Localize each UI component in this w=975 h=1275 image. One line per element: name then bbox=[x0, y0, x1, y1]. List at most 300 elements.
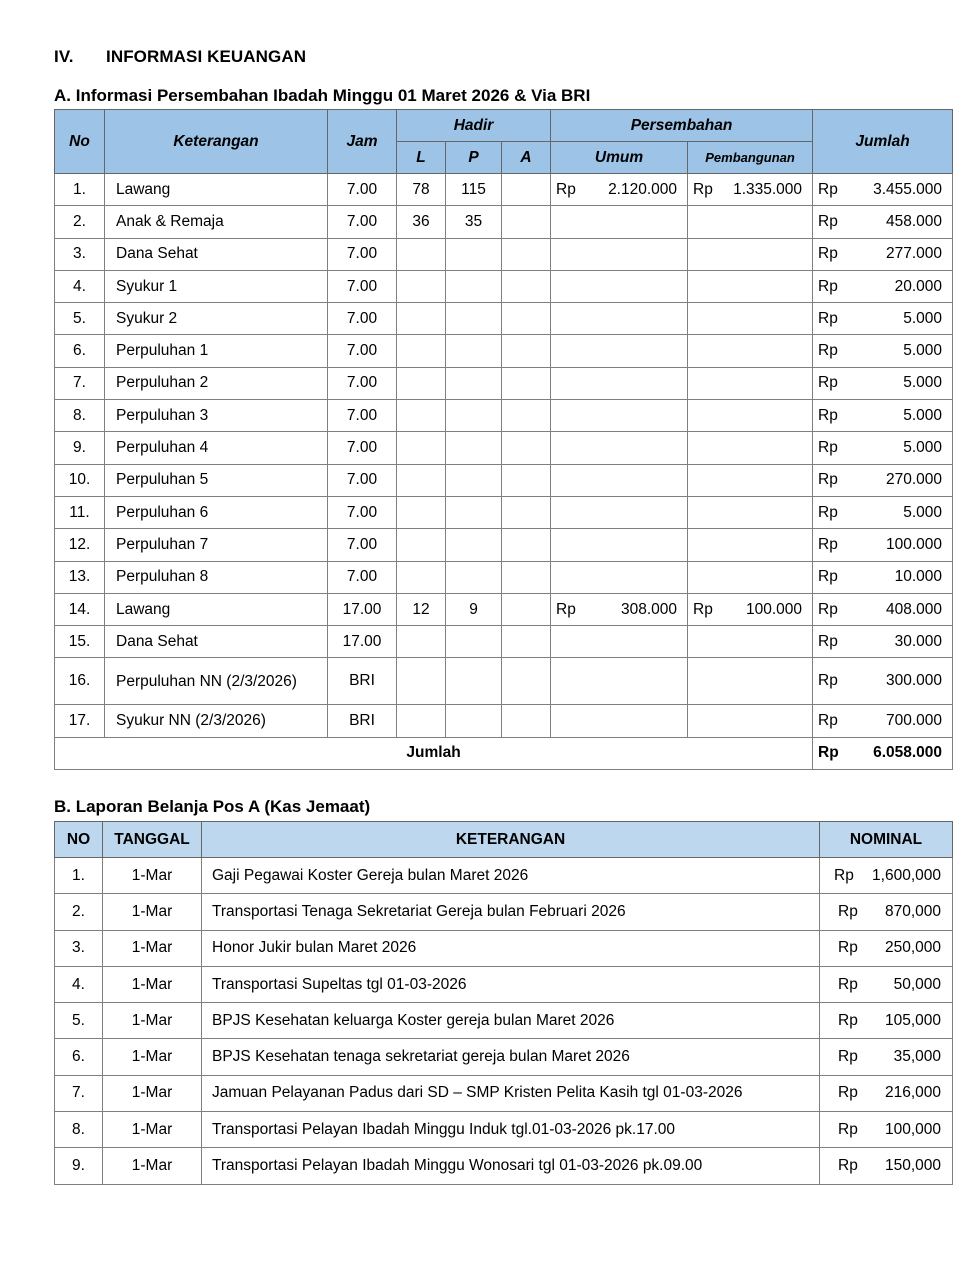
cell-umum bbox=[551, 335, 688, 367]
cell-a bbox=[502, 464, 551, 496]
cell-keterangan: Perpuluhan NN (2/3/2026) bbox=[105, 658, 328, 705]
cell-nominal bbox=[820, 1003, 953, 1039]
cell-keterangan: Perpuluhan 3 bbox=[105, 400, 328, 432]
amount: 5.000 bbox=[903, 439, 943, 457]
cell-tanggal: 1-Mar bbox=[103, 1148, 202, 1184]
cell-jumlah bbox=[813, 206, 953, 238]
cell-umum bbox=[551, 174, 688, 206]
currency-label: Rp bbox=[818, 535, 838, 553]
cell-jumlah bbox=[813, 593, 953, 625]
table-row bbox=[55, 529, 953, 561]
cell-nominal bbox=[820, 894, 953, 930]
cell-tanggal: 1-Mar bbox=[103, 858, 202, 894]
table-row bbox=[55, 303, 953, 335]
currency-label: Rp bbox=[838, 1084, 858, 1102]
table-row bbox=[55, 432, 953, 464]
cell-no: 13. bbox=[55, 561, 105, 593]
cell-p: 35 bbox=[446, 206, 502, 238]
cell-umum bbox=[551, 705, 688, 737]
table-row bbox=[55, 1003, 953, 1039]
header-a: A bbox=[502, 142, 551, 174]
cell-umum bbox=[551, 464, 688, 496]
cell-a bbox=[502, 400, 551, 432]
currency-label: Rp bbox=[693, 600, 713, 618]
cell-nominal bbox=[820, 1075, 953, 1111]
cell-l bbox=[397, 626, 446, 658]
currency-label: Rp bbox=[818, 672, 838, 690]
table-row bbox=[55, 705, 953, 737]
cell-p bbox=[446, 561, 502, 593]
cell-keterangan: Perpuluhan 1 bbox=[105, 335, 328, 367]
table-row bbox=[55, 626, 953, 658]
table-row bbox=[55, 367, 953, 399]
table-row bbox=[55, 858, 953, 894]
cell-jumlah bbox=[813, 496, 953, 528]
cell-pembangunan bbox=[688, 238, 813, 270]
cell-no: 3. bbox=[55, 238, 105, 270]
cell-jam: 7.00 bbox=[328, 174, 397, 206]
cell-jumlah bbox=[813, 561, 953, 593]
cell-no: 1. bbox=[55, 858, 103, 894]
cell-keterangan: Transportasi Supeltas tgl 01-03-2026 bbox=[202, 966, 820, 1002]
header-p: P bbox=[446, 142, 502, 174]
cell-jam: 7.00 bbox=[328, 206, 397, 238]
cell-keterangan: Transportasi Pelayan Ibadah Minggu Wonosari tgl 01-03-2026 pk.09.00 bbox=[202, 1148, 820, 1184]
amount: 458.000 bbox=[886, 212, 943, 230]
cell-p bbox=[446, 270, 502, 302]
amount: 100.000 bbox=[746, 600, 803, 618]
cell-keterangan: BPJS Kesehatan tenaga sekretariat gereja bulan Maret 2026 bbox=[202, 1039, 820, 1075]
cell-jumlah bbox=[813, 658, 953, 705]
cell-tanggal: 1-Mar bbox=[103, 1112, 202, 1148]
header-hadir: Hadir bbox=[397, 110, 551, 142]
currency-label: Rp bbox=[818, 712, 838, 730]
cell-no: 17. bbox=[55, 705, 105, 737]
cell-no: 6. bbox=[55, 1039, 103, 1075]
amount: 100,000 bbox=[884, 1120, 941, 1138]
cell-pembangunan bbox=[688, 529, 813, 561]
cell-l bbox=[397, 400, 446, 432]
total-label: Jumlah bbox=[55, 737, 813, 769]
currency-label: Rp bbox=[818, 245, 838, 263]
table-row bbox=[55, 658, 953, 705]
cell-umum bbox=[551, 367, 688, 399]
cell-p bbox=[446, 705, 502, 737]
table-row bbox=[55, 335, 953, 367]
cell-no: 8. bbox=[55, 1112, 103, 1148]
cell-pembangunan bbox=[688, 303, 813, 335]
cell-nominal bbox=[820, 858, 953, 894]
cell-keterangan: Lawang bbox=[105, 174, 328, 206]
currency-label: Rp bbox=[818, 342, 838, 360]
table-row bbox=[55, 930, 953, 966]
cell-pembangunan bbox=[688, 335, 813, 367]
amount: 308.000 bbox=[621, 600, 678, 618]
cell-no: 5. bbox=[55, 303, 105, 335]
cell-tanggal: 1-Mar bbox=[103, 1039, 202, 1075]
currency-label: Rp bbox=[838, 1120, 858, 1138]
cell-keterangan: Perpuluhan 5 bbox=[105, 464, 328, 496]
cell-no: 15. bbox=[55, 626, 105, 658]
cell-p bbox=[446, 367, 502, 399]
cell-pembangunan bbox=[688, 496, 813, 528]
cell-l bbox=[397, 270, 446, 302]
cell-l: 36 bbox=[397, 206, 446, 238]
cell-no: 7. bbox=[55, 1075, 103, 1111]
cell-umum bbox=[551, 561, 688, 593]
cell-p bbox=[446, 496, 502, 528]
cell-jumlah bbox=[813, 626, 953, 658]
header-pembangunan: Pembangunan bbox=[688, 142, 813, 174]
cell-umum bbox=[551, 529, 688, 561]
currency-label: Rp bbox=[818, 471, 838, 489]
cell-no: 9. bbox=[55, 1148, 103, 1184]
cell-nominal bbox=[820, 1148, 953, 1184]
cell-l bbox=[397, 529, 446, 561]
cell-jumlah bbox=[813, 705, 953, 737]
cell-jumlah bbox=[813, 464, 953, 496]
cell-jumlah bbox=[813, 270, 953, 302]
currency-label: Rp bbox=[838, 1048, 858, 1066]
cell-keterangan: Perpuluhan 6 bbox=[105, 496, 328, 528]
cell-jam: 7.00 bbox=[328, 400, 397, 432]
currency-label: Rp bbox=[818, 180, 838, 198]
cell-umum bbox=[551, 270, 688, 302]
cell-l bbox=[397, 432, 446, 464]
cell-l bbox=[397, 561, 446, 593]
cell-tanggal: 1-Mar bbox=[103, 930, 202, 966]
cell-umum bbox=[551, 303, 688, 335]
cell-jam: BRI bbox=[328, 705, 397, 737]
cell-a bbox=[502, 496, 551, 528]
currency-label: Rp bbox=[834, 866, 854, 884]
cell-keterangan: Transportasi Pelayan Ibadah Minggu Induk tgl.01-03-2026 pk.17.00 bbox=[202, 1112, 820, 1148]
amount: 35,000 bbox=[893, 1048, 941, 1066]
cell-keterangan: Jamuan Pelayanan Padus dari SD – SMP Kristen Pelita Kasih tgl 01-03-2026 bbox=[202, 1075, 820, 1111]
cell-keterangan: Lawang bbox=[105, 593, 328, 625]
cell-a bbox=[502, 593, 551, 625]
header-keterangan: KETERANGAN bbox=[202, 822, 820, 858]
cell-umum bbox=[551, 626, 688, 658]
currency-label: Rp bbox=[818, 503, 838, 521]
cell-jam: 7.00 bbox=[328, 238, 397, 270]
cell-p bbox=[446, 626, 502, 658]
currency-label: Rp bbox=[818, 309, 838, 327]
amount: 700.000 bbox=[886, 712, 943, 730]
amount: 5.000 bbox=[903, 342, 943, 360]
cell-p: 9 bbox=[446, 593, 502, 625]
cell-pembangunan bbox=[688, 561, 813, 593]
cell-a bbox=[502, 270, 551, 302]
cell-no: 5. bbox=[55, 1003, 103, 1039]
currency-label: Rp bbox=[818, 212, 838, 230]
cell-tanggal: 1-Mar bbox=[103, 1003, 202, 1039]
amount: 300.000 bbox=[886, 672, 943, 690]
table-row bbox=[55, 1039, 953, 1075]
cell-no: 16. bbox=[55, 658, 105, 705]
cell-no: 11. bbox=[55, 496, 105, 528]
currency-label: Rp bbox=[818, 406, 838, 424]
amount: 1,600,000 bbox=[872, 866, 941, 884]
table-row bbox=[55, 561, 953, 593]
cell-pembangunan bbox=[688, 400, 813, 432]
cell-p bbox=[446, 303, 502, 335]
amount: 277.000 bbox=[886, 245, 943, 263]
cell-jam: 7.00 bbox=[328, 367, 397, 399]
cell-keterangan: Syukur 1 bbox=[105, 270, 328, 302]
table-row bbox=[55, 894, 953, 930]
currency-label: Rp bbox=[838, 902, 858, 920]
cell-keterangan: BPJS Kesehatan keluarga Koster gereja bulan Maret 2026 bbox=[202, 1003, 820, 1039]
cell-l bbox=[397, 367, 446, 399]
cell-umum bbox=[551, 496, 688, 528]
amount: 870,000 bbox=[884, 902, 941, 920]
table-row bbox=[55, 966, 953, 1002]
cell-jam: 17.00 bbox=[328, 593, 397, 625]
table-row bbox=[55, 1148, 953, 1184]
cell-jam: 7.00 bbox=[328, 496, 397, 528]
cell-pembangunan bbox=[688, 464, 813, 496]
expense-table bbox=[54, 821, 953, 1185]
cell-p bbox=[446, 400, 502, 432]
amount: 5.000 bbox=[903, 309, 943, 327]
table-a-title: A. Informasi Persembahan Ibadah Minggu 01 Maret 2026 & Via BRI bbox=[54, 86, 591, 105]
cell-no: 8. bbox=[55, 400, 105, 432]
cell-jumlah bbox=[813, 335, 953, 367]
currency-label: Rp bbox=[838, 975, 858, 993]
cell-nominal bbox=[820, 1039, 953, 1075]
currency-label: Rp bbox=[556, 180, 576, 198]
table-row bbox=[55, 496, 953, 528]
cell-p bbox=[446, 658, 502, 705]
cell-keterangan: Gaji Pegawai Koster Gereja bulan Maret 2026 bbox=[202, 858, 820, 894]
table-row bbox=[55, 593, 953, 625]
currency-label: Rp bbox=[838, 1157, 858, 1175]
cell-no: 9. bbox=[55, 432, 105, 464]
currency-label: Rp bbox=[818, 439, 838, 457]
cell-jam: 17.00 bbox=[328, 626, 397, 658]
cell-jam: 7.00 bbox=[328, 303, 397, 335]
cell-pembangunan bbox=[688, 270, 813, 302]
cell-no: 1. bbox=[55, 174, 105, 206]
cell-a bbox=[502, 529, 551, 561]
cell-umum bbox=[551, 658, 688, 705]
total-amount: 6.058.000 bbox=[873, 744, 943, 762]
cell-a bbox=[502, 238, 551, 270]
cell-keterangan: Honor Jukir bulan Maret 2026 bbox=[202, 930, 820, 966]
currency-label: Rp bbox=[838, 1011, 858, 1029]
cell-p bbox=[446, 464, 502, 496]
cell-no: 4. bbox=[55, 966, 103, 1002]
cell-a bbox=[502, 174, 551, 206]
header-umum: Umum bbox=[551, 142, 688, 174]
table-row bbox=[55, 238, 953, 270]
header-no: NO bbox=[55, 822, 103, 858]
cell-jumlah bbox=[813, 174, 953, 206]
cell-keterangan: Dana Sehat bbox=[105, 238, 328, 270]
cell-jam: 7.00 bbox=[328, 432, 397, 464]
header-persembahan: Persembahan bbox=[551, 110, 813, 142]
amount: 30.000 bbox=[894, 632, 943, 650]
header-keterangan: Keterangan bbox=[105, 110, 328, 174]
header-nominal: NOMINAL bbox=[820, 822, 953, 858]
cell-jam: 7.00 bbox=[328, 561, 397, 593]
cell-jam: BRI bbox=[328, 658, 397, 705]
header-jumlah: Jumlah bbox=[813, 110, 953, 174]
currency-label: Rp bbox=[818, 277, 838, 295]
cell-pembangunan bbox=[688, 626, 813, 658]
cell-no: 14. bbox=[55, 593, 105, 625]
cell-p bbox=[446, 335, 502, 367]
cell-tanggal: 1-Mar bbox=[103, 1075, 202, 1111]
cell-a bbox=[502, 303, 551, 335]
cell-tanggal: 1-Mar bbox=[103, 894, 202, 930]
cell-l: 12 bbox=[397, 593, 446, 625]
cell-nominal bbox=[820, 966, 953, 1002]
amount: 216,000 bbox=[884, 1084, 941, 1102]
cell-jumlah bbox=[813, 238, 953, 270]
header-tanggal: TANGGAL bbox=[103, 822, 202, 858]
cell-a bbox=[502, 626, 551, 658]
amount: 2.120.000 bbox=[608, 180, 678, 198]
cell-l bbox=[397, 303, 446, 335]
cell-jam: 7.00 bbox=[328, 270, 397, 302]
table-row bbox=[55, 270, 953, 302]
cell-no: 7. bbox=[55, 367, 105, 399]
cell-pembangunan bbox=[688, 658, 813, 705]
cell-keterangan: Anak & Remaja bbox=[105, 206, 328, 238]
table-b-title: B. Laporan Belanja Pos A (Kas Jemaat) bbox=[54, 797, 371, 816]
table-row bbox=[55, 1112, 953, 1148]
section-number: IV. bbox=[54, 47, 74, 66]
table-row bbox=[55, 174, 953, 206]
cell-keterangan: Syukur 2 bbox=[105, 303, 328, 335]
amount: 408.000 bbox=[886, 600, 943, 618]
cell-a bbox=[502, 658, 551, 705]
cell-l bbox=[397, 658, 446, 705]
section-title: INFORMASI KEUANGAN bbox=[106, 47, 307, 66]
cell-jumlah bbox=[813, 303, 953, 335]
amount: 1.335.000 bbox=[733, 180, 803, 198]
cell-l bbox=[397, 705, 446, 737]
amount: 5.000 bbox=[903, 503, 943, 521]
cell-pembangunan bbox=[688, 432, 813, 464]
currency-label: Rp bbox=[556, 600, 576, 618]
cell-umum bbox=[551, 593, 688, 625]
cell-no: 2. bbox=[55, 206, 105, 238]
amount: 270.000 bbox=[886, 471, 943, 489]
amount: 100.000 bbox=[886, 535, 943, 553]
table-row bbox=[55, 206, 953, 238]
amount: 5.000 bbox=[903, 374, 943, 392]
currency-label: Rp bbox=[818, 632, 838, 650]
amount: 250,000 bbox=[884, 939, 941, 957]
table-row bbox=[55, 400, 953, 432]
cell-pembangunan bbox=[688, 705, 813, 737]
cell-umum bbox=[551, 400, 688, 432]
amount: 20.000 bbox=[894, 277, 943, 295]
amount: 10.000 bbox=[894, 568, 943, 586]
cell-jumlah bbox=[813, 367, 953, 399]
cell-a bbox=[502, 705, 551, 737]
amount: 3.455.000 bbox=[873, 180, 943, 198]
cell-nominal bbox=[820, 930, 953, 966]
cell-keterangan: Perpuluhan 8 bbox=[105, 561, 328, 593]
currency-label: Rp bbox=[818, 744, 839, 762]
amount: 50,000 bbox=[893, 975, 941, 993]
amount: 5.000 bbox=[903, 406, 943, 424]
cell-a bbox=[502, 206, 551, 238]
table-row bbox=[55, 464, 953, 496]
cell-no: 6. bbox=[55, 335, 105, 367]
cell-keterangan: Dana Sehat bbox=[105, 626, 328, 658]
cell-jumlah bbox=[813, 432, 953, 464]
cell-tanggal: 1-Mar bbox=[103, 966, 202, 1002]
table-row bbox=[55, 1075, 953, 1111]
total-value-cell bbox=[813, 737, 953, 769]
cell-keterangan: Perpuluhan 2 bbox=[105, 367, 328, 399]
cell-p bbox=[446, 529, 502, 561]
cell-no: 3. bbox=[55, 930, 103, 966]
cell-l bbox=[397, 496, 446, 528]
cell-jumlah bbox=[813, 400, 953, 432]
cell-no: 4. bbox=[55, 270, 105, 302]
cell-jam: 7.00 bbox=[328, 464, 397, 496]
cell-p bbox=[446, 238, 502, 270]
cell-a bbox=[502, 561, 551, 593]
cell-umum bbox=[551, 238, 688, 270]
cell-no: 2. bbox=[55, 894, 103, 930]
cell-a bbox=[502, 335, 551, 367]
currency-label: Rp bbox=[818, 374, 838, 392]
cell-jumlah bbox=[813, 529, 953, 561]
cell-umum bbox=[551, 432, 688, 464]
cell-a bbox=[502, 432, 551, 464]
cell-pembangunan bbox=[688, 593, 813, 625]
cell-l: 78 bbox=[397, 174, 446, 206]
total-row bbox=[55, 737, 953, 769]
currency-label: Rp bbox=[838, 939, 858, 957]
cell-a bbox=[502, 367, 551, 399]
cell-keterangan: Transportasi Tenaga Sekretariat Gereja bulan Februari 2026 bbox=[202, 894, 820, 930]
currency-label: Rp bbox=[818, 568, 838, 586]
cell-pembangunan bbox=[688, 174, 813, 206]
cell-l bbox=[397, 464, 446, 496]
cell-p bbox=[446, 432, 502, 464]
currency-label: Rp bbox=[693, 180, 713, 198]
cell-umum bbox=[551, 206, 688, 238]
cell-jam: 7.00 bbox=[328, 529, 397, 561]
amount: 105,000 bbox=[884, 1011, 941, 1029]
cell-keterangan: Perpuluhan 4 bbox=[105, 432, 328, 464]
cell-l bbox=[397, 238, 446, 270]
cell-l bbox=[397, 335, 446, 367]
cell-pembangunan bbox=[688, 367, 813, 399]
header-jam: Jam bbox=[328, 110, 397, 174]
amount: 150,000 bbox=[884, 1157, 941, 1175]
currency-label: Rp bbox=[818, 600, 838, 618]
cell-p: 115 bbox=[446, 174, 502, 206]
cell-no: 10. bbox=[55, 464, 105, 496]
cell-jam: 7.00 bbox=[328, 335, 397, 367]
cell-no: 12. bbox=[55, 529, 105, 561]
cell-pembangunan bbox=[688, 206, 813, 238]
cell-keterangan: Syukur NN (2/3/2026) bbox=[105, 705, 328, 737]
header-no: No bbox=[55, 110, 105, 174]
offering-table bbox=[54, 109, 953, 770]
section-heading bbox=[54, 47, 306, 67]
header-l: L bbox=[397, 142, 446, 174]
